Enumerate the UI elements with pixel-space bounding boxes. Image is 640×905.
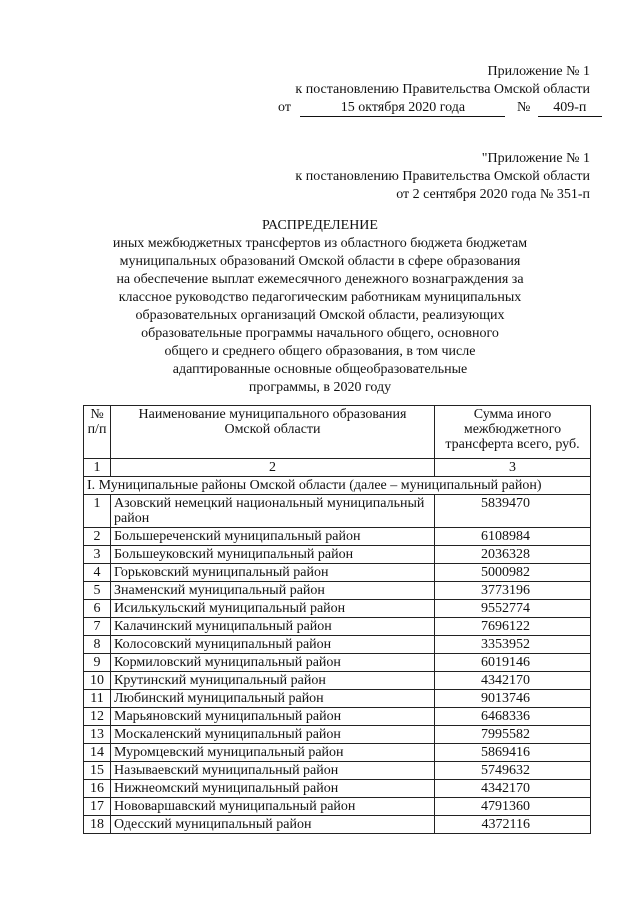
row-name: Азовский немецкий национальный муниципальный район (111, 495, 435, 528)
row-name: Называевский муниципальный район (111, 762, 435, 780)
table-row (84, 546, 591, 564)
title-line: адаптированные основные общеобразовательные (172, 362, 468, 377)
title-line: классное руководство педагогическим работникам муниципальных (118, 290, 522, 305)
row-sum: 9013746 (435, 690, 591, 708)
row-number: 16 (84, 780, 111, 798)
row-sum: 6108984 (435, 528, 591, 546)
appendix-to: к постановлению Правительства Омской области (295, 82, 590, 97)
table-row (84, 600, 591, 618)
table-row (84, 582, 591, 600)
row-number: 1 (84, 495, 111, 528)
column-number: 1 (84, 459, 111, 477)
row-sum: 5000982 (435, 564, 591, 582)
table-row (84, 636, 591, 654)
row-sum: 5749632 (435, 762, 591, 780)
table-row (84, 618, 591, 636)
row-name: Крутинский муниципальный район (111, 672, 435, 690)
row-sum: 9552774 (435, 600, 591, 618)
row-number: 14 (84, 744, 111, 762)
row-number: 11 (84, 690, 111, 708)
header-name: Наименование муниципального образования Омской области (111, 406, 435, 459)
column-number: 3 (435, 459, 591, 477)
row-name: Большереченский муниципальный район (111, 528, 435, 546)
date-value: 15 октября 2020 года (300, 100, 505, 117)
column-number-row (84, 459, 591, 477)
title-line: на обеспечение выплат ежемесячного денежного вознаграждения за (116, 272, 524, 287)
row-name: Кормиловский муниципальный район (111, 654, 435, 672)
row-sum: 6468336 (435, 708, 591, 726)
quote-appendix-to: к постановлению Правительства Омской области (295, 169, 590, 184)
quote-appendix-title: "Приложение № 1 (481, 151, 590, 166)
row-number: 18 (84, 816, 111, 834)
table-row (84, 690, 591, 708)
table-row (84, 762, 591, 780)
row-sum: 3773196 (435, 582, 591, 600)
row-number: 4 (84, 564, 111, 582)
table-row (84, 708, 591, 726)
row-sum: 4342170 (435, 672, 591, 690)
title-line: муниципальных образований Омской области в сфере образования (119, 254, 521, 269)
quote-appendix-date: от 2 сентября 2020 года № 351-п (396, 187, 590, 202)
row-name: Знаменский муниципальный район (111, 582, 435, 600)
title-line: программы, в 2020 году (248, 380, 392, 395)
row-sum: 4791360 (435, 798, 591, 816)
row-number: 5 (84, 582, 111, 600)
appendix-date-line (278, 100, 602, 117)
row-name: Нижнеомский муниципальный район (111, 780, 435, 798)
table-row (84, 798, 591, 816)
document-heading: РАСПРЕДЕЛЕНИЕ (262, 218, 378, 233)
row-number: 7 (84, 618, 111, 636)
table-row (84, 564, 591, 582)
row-name: Любинский муниципальный район (111, 690, 435, 708)
row-number: 15 (84, 762, 111, 780)
table-row (84, 816, 591, 834)
row-number: 2 (84, 528, 111, 546)
row-number: 6 (84, 600, 111, 618)
row-name: Одесский муниципальный район (111, 816, 435, 834)
row-sum: 6019146 (435, 654, 591, 672)
date-prefix: от (278, 100, 291, 115)
row-name: Большеуковский муниципальный район (111, 546, 435, 564)
table-row (84, 672, 591, 690)
row-number: 8 (84, 636, 111, 654)
appendix-title: Приложение № 1 (487, 64, 590, 79)
number-sign: № (516, 100, 531, 115)
row-sum: 2036328 (435, 546, 591, 564)
row-sum: 5839470 (435, 495, 591, 528)
title-line: иных межбюджетных трансфертов из областного бюджета бюджетам (112, 236, 528, 251)
section-title: I. Муниципальные районы Омской области (далее – муниципальный район) (84, 477, 591, 495)
row-number: 12 (84, 708, 111, 726)
row-sum: 7995582 (435, 726, 591, 744)
row-name: Калачинский муниципальный район (111, 618, 435, 636)
row-name: Нововаршавский муниципальный район (111, 798, 435, 816)
row-name: Муромцевский муниципальный район (111, 744, 435, 762)
table-row (84, 495, 591, 528)
row-sum: 5869416 (435, 744, 591, 762)
table-row (84, 654, 591, 672)
table-row (84, 780, 591, 798)
row-number: 10 (84, 672, 111, 690)
row-name: Исилькульский муниципальный район (111, 600, 435, 618)
section-row (84, 477, 591, 495)
table-row (84, 726, 591, 744)
row-sum: 4342170 (435, 780, 591, 798)
row-name: Колосовский муниципальный район (111, 636, 435, 654)
number-value: 409-п (538, 100, 602, 117)
title-line: образовательные программы начального общего, основного (141, 326, 499, 341)
row-name: Марьяновский муниципальный район (111, 708, 435, 726)
distribution-table (83, 405, 591, 834)
row-number: 13 (84, 726, 111, 744)
title-line: общего и среднего общего образования, в том числе (164, 344, 476, 359)
header-sum: Сумма иного межбюджетного трансферта всего, руб. (435, 406, 591, 459)
header-num: № п/п (84, 406, 111, 459)
row-sum: 4372116 (435, 816, 591, 834)
title-line: образовательных организаций Омской области, реализующих (135, 308, 505, 323)
row-name: Горьковский муниципальный район (111, 564, 435, 582)
row-sum: 7696122 (435, 618, 591, 636)
row-number: 3 (84, 546, 111, 564)
table-row (84, 744, 591, 762)
row-sum: 3353952 (435, 636, 591, 654)
row-number: 9 (84, 654, 111, 672)
row-number: 17 (84, 798, 111, 816)
row-name: Москаленский муниципальный район (111, 726, 435, 744)
table-header-row (84, 406, 591, 459)
table-row (84, 528, 591, 546)
column-number: 2 (111, 459, 435, 477)
